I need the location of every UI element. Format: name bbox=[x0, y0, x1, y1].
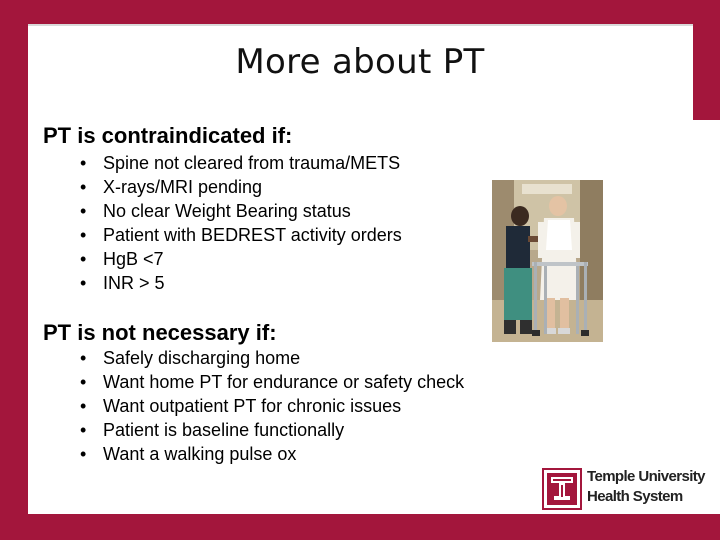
slide-title: More about PT bbox=[235, 42, 485, 82]
frame-right-tab bbox=[693, 0, 720, 120]
frame-bottom-border bbox=[0, 514, 720, 540]
frame-shadow bbox=[28, 24, 693, 26]
contraindication-list bbox=[80, 151, 402, 295]
frame-left-border bbox=[0, 0, 28, 540]
list-item: • Want outpatient PT for chronic issues bbox=[80, 394, 464, 418]
list-item: • Safely discharging home bbox=[80, 346, 464, 370]
list-item: • HgB <7 bbox=[80, 247, 402, 271]
temple-t-icon bbox=[542, 468, 582, 510]
logo-text-health-system: Health System bbox=[587, 488, 683, 505]
list-item: • Patient is baseline functionally bbox=[80, 418, 464, 442]
patient-with-walker-photo bbox=[492, 180, 603, 342]
list-item: • X-rays/MRI pending bbox=[80, 175, 402, 199]
list-item: • Want home PT for endurance or safety check bbox=[80, 370, 464, 394]
temple-health-logo bbox=[542, 462, 705, 516]
list-item: • INR > 5 bbox=[80, 271, 402, 295]
section-heading-not-necessary: PT is not necessary if: bbox=[43, 320, 277, 345]
list-item: • No clear Weight Bearing status bbox=[80, 199, 402, 223]
list-item: • Patient with BEDREST activity orders bbox=[80, 223, 402, 247]
logo-text-temple-university: Temple University bbox=[587, 468, 705, 485]
frame-top-border bbox=[0, 0, 720, 24]
list-item: • Want a walking pulse ox bbox=[80, 442, 464, 466]
section-heading-contraindicated: PT is contraindicated if: bbox=[43, 123, 293, 148]
list-item: • Spine not cleared from trauma/METS bbox=[80, 151, 402, 175]
not-necessary-list bbox=[80, 346, 464, 466]
